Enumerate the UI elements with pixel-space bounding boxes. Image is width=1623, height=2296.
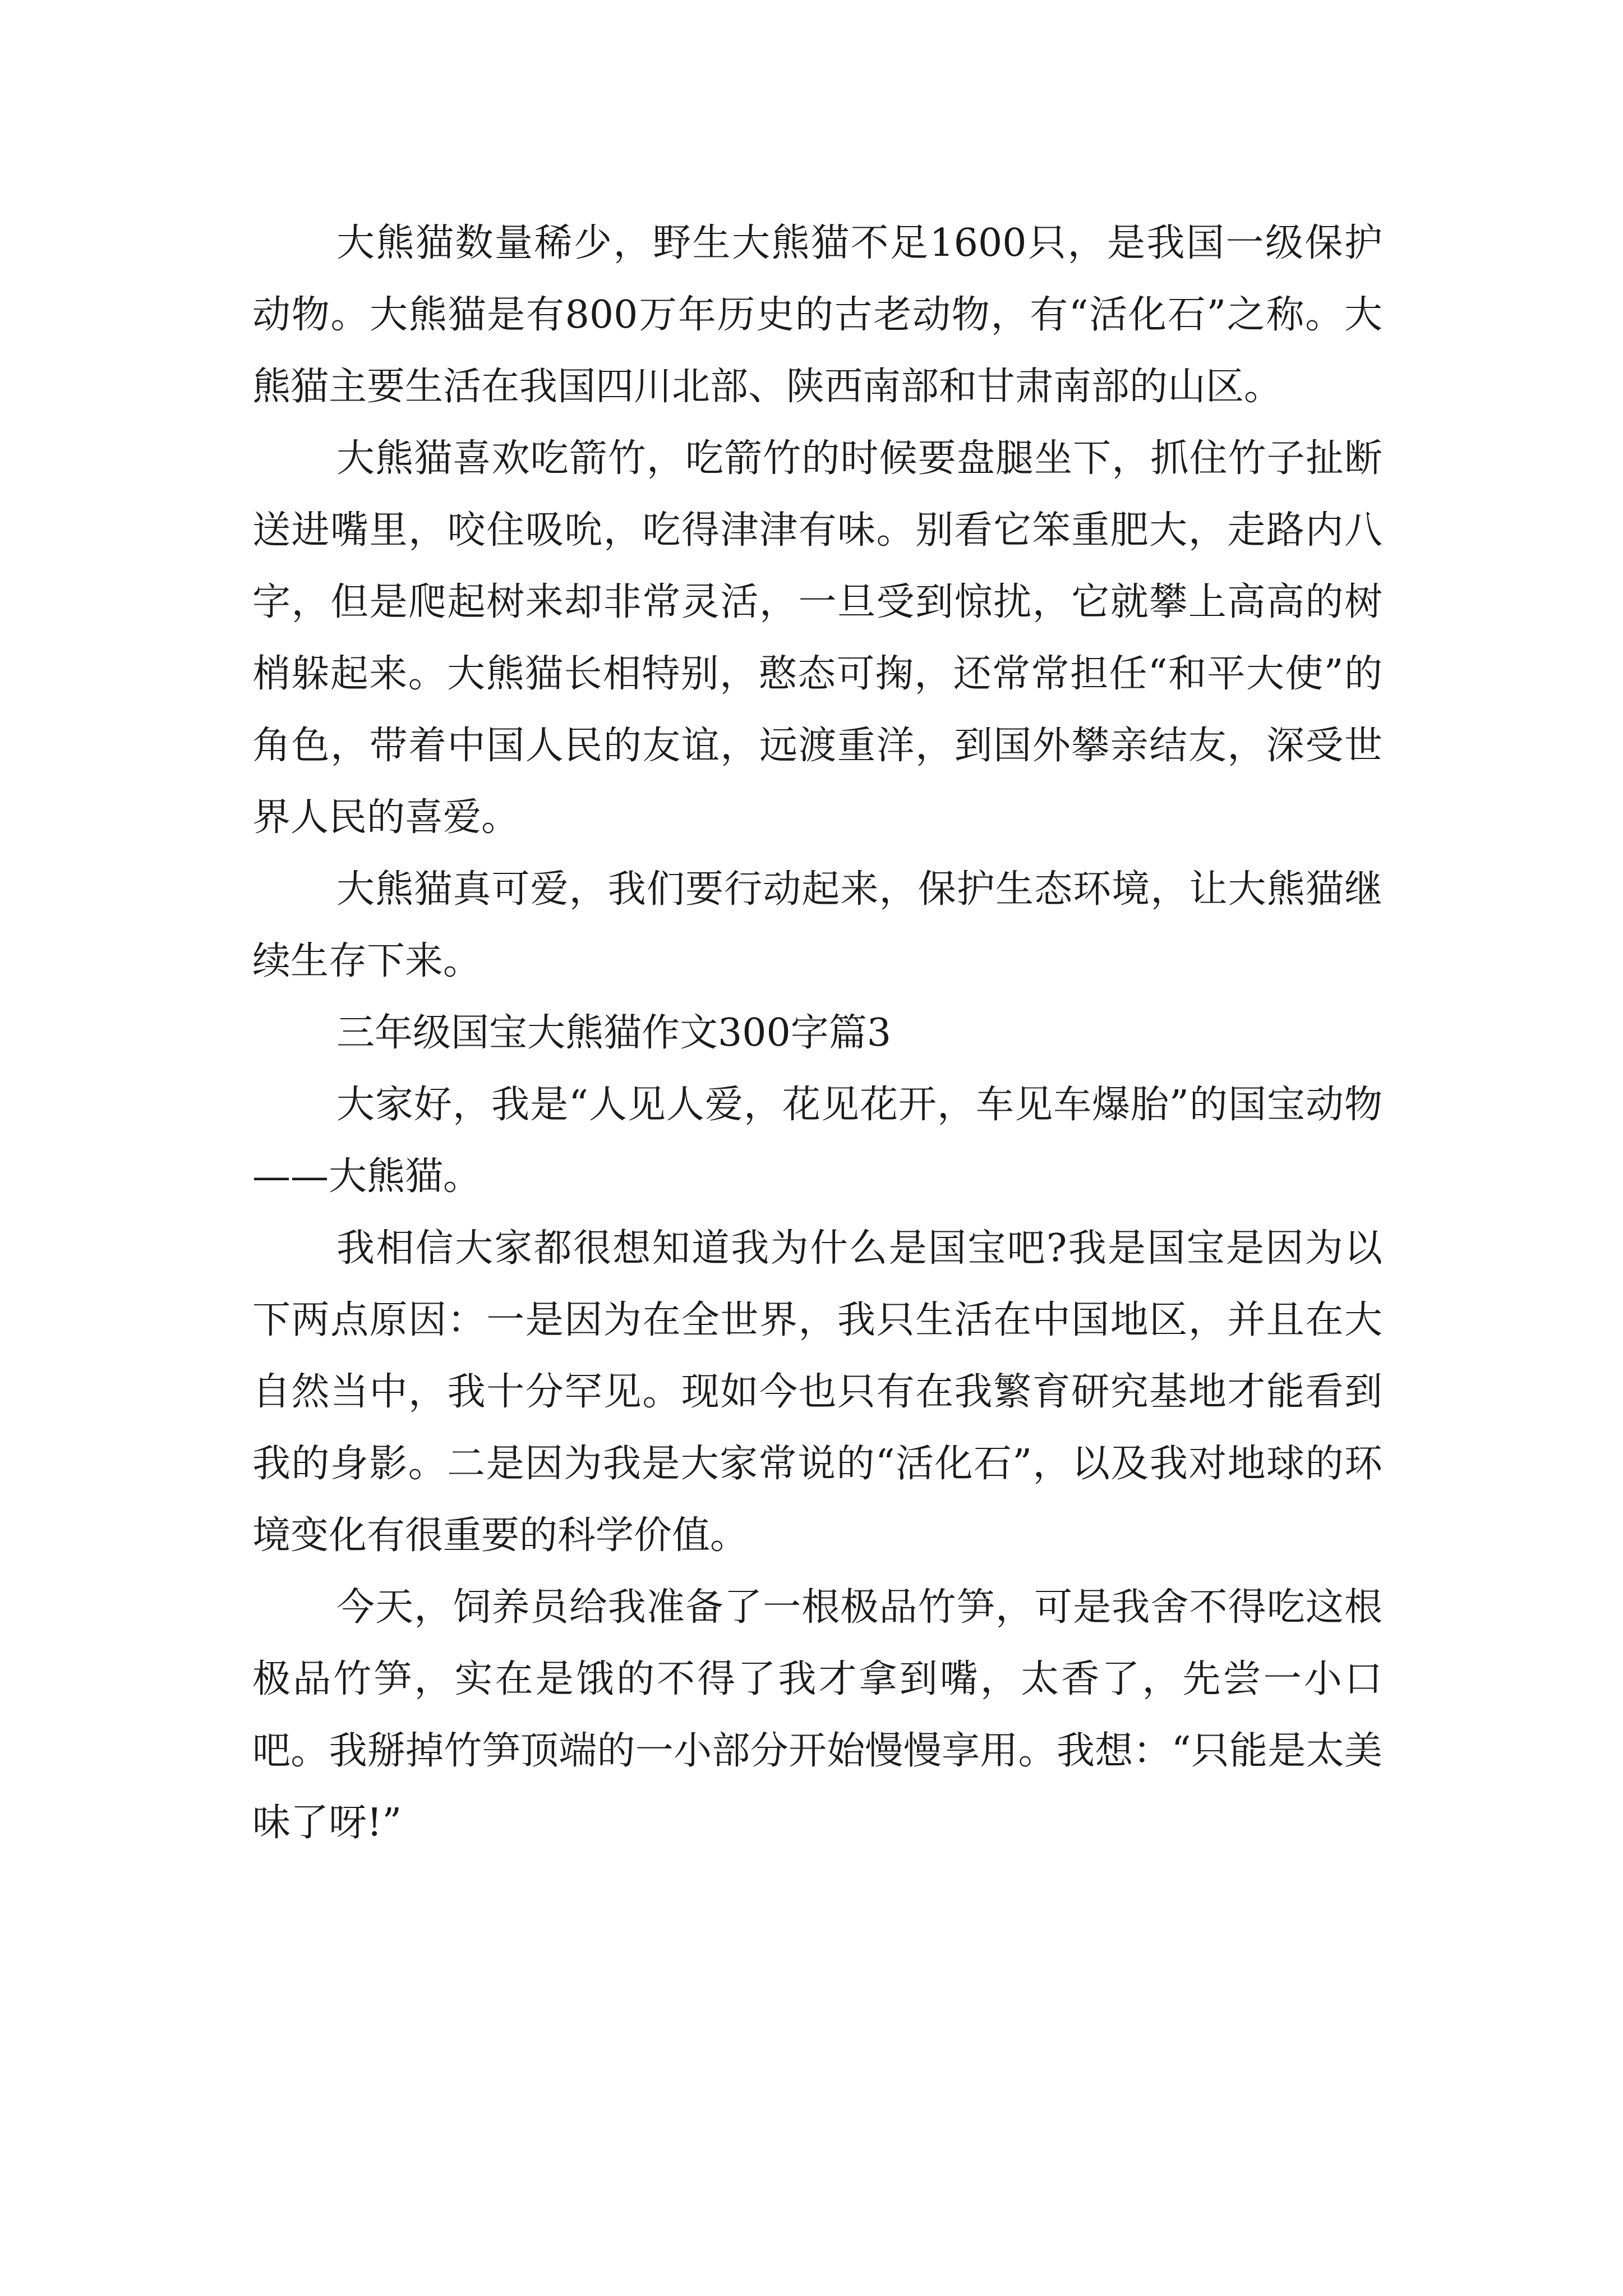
paragraph-bamboo-shoot: 今天，饲养员给我准备了一根极品竹笋，可是我舍不得吃这根极品竹笋，实在是饿的不得了我才拿到嘴，太香了，先尝一小口吧。我掰掉竹笋顶端的一小部分开始慢慢享用。我想：“只能是太美味了呀!” bbox=[252, 1585, 1382, 1845]
paragraph-panda-population: 大熊猫数量稀少，野生大熊猫不足1600只，是我国一级保护动物。大熊猫是有800万年历史的古老动物，有“活化石”之称。大熊猫主要生活在我国四川北部、陕西南部和甘肃南部的山区。 bbox=[252, 221, 1382, 409]
paragraph-self-introduction: 大家好，我是“人见人爱，花见花开，车见车爆胎”的国宝动物——大熊猫。 bbox=[252, 1083, 1382, 1199]
paragraph-protect-environment: 大熊猫真可爱，我们要行动起来，保护生态环境，让大熊猫继续生存下来。 bbox=[252, 867, 1382, 983]
article-body bbox=[252, 208, 1382, 1859]
paragraph-national-treasure-reasons: 我相信大家都很想知道我为什么是国宝吧?我是国宝是因为以下两点原因：一是因为在全世界，我只生活在中国地区，并且在大自然当中，我十分罕见。现如今也只有在我繁育研究基地才能看到我的身影。二是因为我是大家常说的“活化石”，以及我对地球的环境变化有很重要的科学价值。 bbox=[252, 1226, 1382, 1558]
paragraph-panda-habits: 大熊猫喜欢吃箭竹，吃箭竹的时候要盘腿坐下，抓住竹子扯断送进嘴里，咬住吸吮，吃得津津有味。别看它笨重肥大，走路内八字，但是爬起树来却非常灵活，一旦受到惊扰，它就攀上高高的树梢躲起来。大熊猫长相特别，憨态可掬，还常常担任“和平大使”的角色，带着中国人民的友谊，远渡重洋，到国外攀亲结友，深受世界人民的喜爱。 bbox=[252, 436, 1382, 840]
essay-heading: 三年级国宝大熊猫作文300字篇3 bbox=[336, 1011, 892, 1055]
